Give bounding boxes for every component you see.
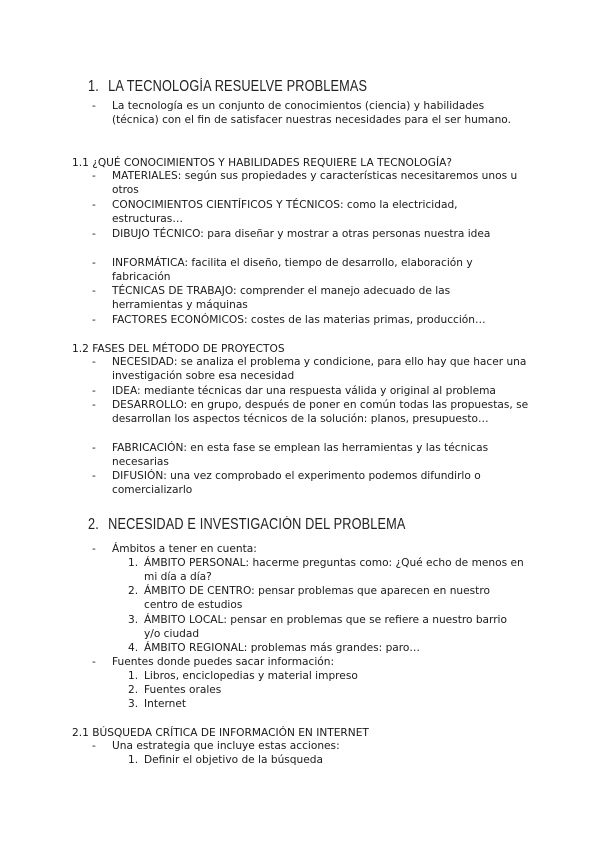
numbered-item-text: ÁMBITO DE CENTRO: pensar problemas que aparecen en nuestro centro de estudios	[144, 585, 490, 611]
dash-bullet: -	[92, 399, 96, 411]
numbered-item-text: Libros, enciclopedias y material impreso	[144, 670, 358, 682]
list-item-text: FABRICACIÓN: en esta fase se emplean las herramientas y las técnicas necesarias	[112, 442, 489, 468]
dash-bullet: -	[92, 385, 96, 397]
numbered-item-text: Internet	[144, 698, 187, 710]
item-number: 1.	[128, 754, 139, 766]
strategy-label: Una estrategia que incluye estas acciones:	[112, 740, 340, 752]
dash-bullet: -	[92, 470, 96, 482]
numbered-item-text: ÁMBITO PERSONAL: hacerme preguntas como: ¿Qué echo de menos en mi día a día?	[144, 557, 524, 583]
dash-bullet: -	[92, 543, 96, 555]
dash-bullet: -	[92, 228, 96, 240]
item-number: 2.	[128, 684, 139, 696]
dash-bullet: -	[92, 356, 96, 368]
list-item-text: DIFUSIÓN: una vez comprobado el experimento podemos difundirlo o comercializarlo	[112, 470, 481, 496]
list-item-text: CONOCIMIENTOS CIENTÍFICOS Y TÉCNICOS: como la electricidad, estructuras…	[112, 199, 458, 225]
list-item-text: MATERIALES: según sus propiedades y características necesitaremos unos u otros	[112, 170, 518, 196]
item-number: 1.	[128, 557, 139, 569]
list-item-text: DESARROLLO: en grupo, después de poner en común todas las propuestas, se desarrollan los aspectos técnicos de la solución: planos, presupuesto…	[112, 399, 529, 425]
section-1-title	[88, 78, 367, 96]
subheading-1-1: 1.1 ¿QUÉ CONOCIMIENTOS Y HABILIDADES REQUIERE LA TECNOLOGÍA?	[72, 157, 452, 169]
section-2-title-text: NECESIDAD E INVESTIGACIÓN DEL PROBLEMA	[108, 516, 406, 533]
numbered-item-text: ÁMBITO REGIONAL: problemas más grandes: paro…	[144, 642, 421, 654]
item-number: 4.	[128, 642, 139, 654]
fuentes-label: Fuentes donde puedes sacar información:	[112, 656, 335, 668]
numbered-item-text: ÁMBITO LOCAL: pensar en problemas que se refiere a nuestro barrio y/o ciudad	[144, 614, 507, 640]
list-item-text: DIBUJO TÉCNICO: para diseñar y mostrar a otras personas nuestra idea	[112, 228, 491, 240]
intro-text: La tecnología es un conjunto de conocimientos (ciencia) y habilidades (técnica) con el fin de satisfacer nuestras necesidades para el ser humano.	[112, 100, 511, 126]
item-number: 3.	[128, 614, 139, 626]
list-item-text: INFORMÁTICA: facilita el diseño, tiempo de desarrollo, elaboración y fabricación	[112, 257, 473, 283]
dash-bullet: -	[92, 442, 96, 454]
item-number: 2.	[128, 585, 139, 597]
dash-bullet: -	[92, 740, 96, 752]
dash-bullet: -	[92, 285, 96, 297]
intro-item	[92, 100, 522, 144]
dash-bullet: -	[92, 199, 96, 211]
dash-bullet: -	[92, 257, 96, 269]
list-item-text: IDEA: mediante técnicas dar una respuesta válida y original al problema	[112, 385, 496, 397]
item-number: 1.	[128, 670, 139, 682]
item-number: 3.	[128, 698, 139, 710]
section-1-number: 1.	[88, 78, 99, 95]
dash-bullet: -	[92, 100, 96, 112]
ambitos-label: Ámbitos a tener en cuenta:	[112, 543, 257, 555]
dash-bullet: -	[92, 656, 96, 668]
section-2-title	[88, 516, 406, 534]
numbered-item-text: Fuentes orales	[144, 684, 222, 696]
list-item-text: TÉCNICAS DE TRABAJO: comprender el manejo adecuado de las herramientas y máquinas	[112, 285, 451, 311]
dash-bullet: -	[92, 170, 96, 182]
subheading-1-2: 1.2 FASES DEL MÉTODO DE PROYECTOS	[72, 343, 285, 355]
list-item-text: FACTORES ECONÓMICOS: costes de las materias primas, producción…	[112, 314, 486, 326]
section-2-number: 2.	[88, 516, 99, 533]
section-1-title-text: LA TECNOLOGÍA RESUELVE PROBLEMAS	[108, 78, 368, 95]
dash-bullet: -	[92, 314, 96, 326]
subheading-2-1: 2.1 BÚSQUEDA CRÍTICA DE INFORMACIÓN EN INTERNET	[72, 727, 369, 739]
numbered-item-text: Definir el objetivo de la búsqueda	[144, 754, 323, 766]
list-item-text: NECESIDAD: se analiza el problema y condicione, para ello hay que hacer una investigación sobre esa necesidad	[112, 356, 527, 382]
